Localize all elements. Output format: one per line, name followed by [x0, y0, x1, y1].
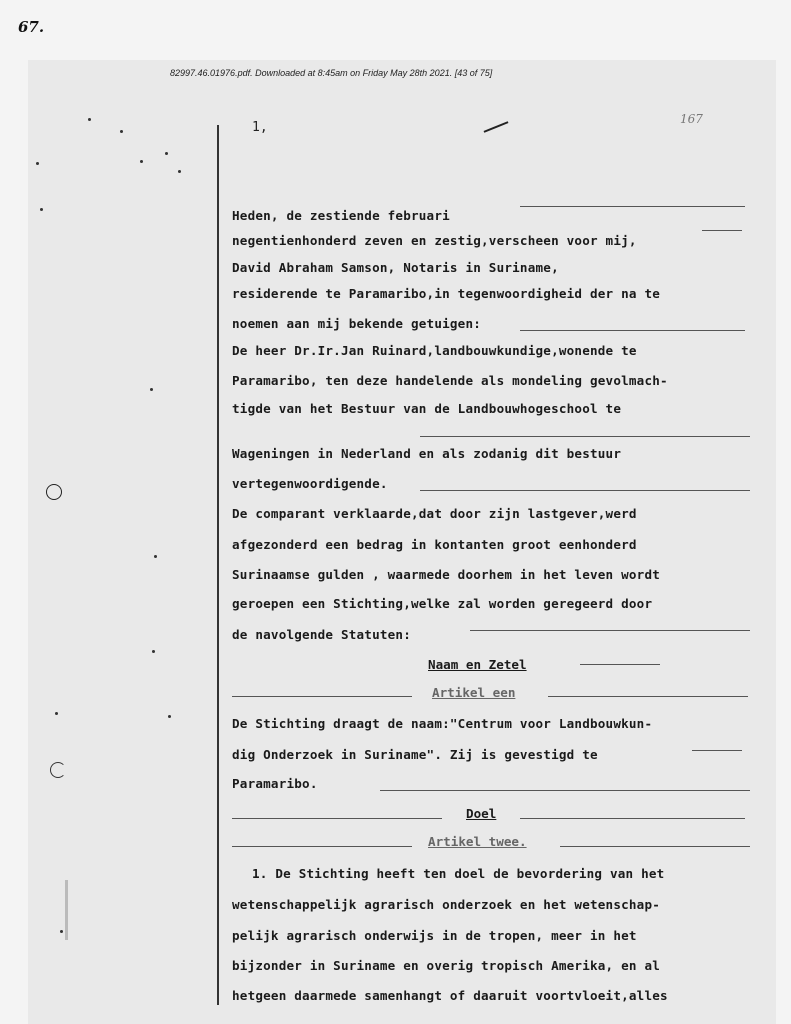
document-line: geroepen een Stichting,welke zal worden geregeerd door [232, 596, 653, 611]
heading-article-two: Artikel twee. [428, 834, 527, 849]
corner-tick: 1, [252, 120, 268, 135]
download-header: 82997.46.01976.pdf. Downloaded at 8:45am on Friday May 28th 2021. [43 of 75] [170, 68, 493, 78]
scan-speck [165, 152, 168, 155]
document-line: 1. De Stichting heeft ten doel de bevordering van het [252, 866, 665, 881]
fill-line [692, 750, 742, 751]
document-line: pelijk agrarisch onderwijs in de tropen, meer in het [232, 928, 637, 943]
document-line: David Abraham Samson, Notaris in Suriname, [232, 260, 559, 275]
fill-line [420, 436, 750, 437]
scan-speck [140, 160, 143, 163]
corner-mark: 67. [18, 18, 45, 36]
document-line: dig Onderzoek in Suriname". Zij is gevestigd te [232, 747, 598, 762]
document-line: tigde van het Bestuur van de Landbouwhogeschool te [232, 401, 622, 416]
scan-speck [178, 170, 181, 173]
fill-line [580, 664, 660, 665]
scan-speck [55, 712, 58, 715]
scan-speck [36, 162, 39, 165]
fill-line [232, 818, 442, 819]
scan-speck [60, 930, 63, 933]
document-line: Wageningen in Nederland en als zodanig dit bestuur [232, 446, 622, 461]
scan-speck [120, 130, 123, 133]
document-line: afgezonderd een bedrag in kontanten groot eenhonderd [232, 537, 637, 552]
document-line: Paramaribo. [232, 776, 318, 791]
scan-speck [168, 715, 171, 718]
scan-speck [150, 388, 153, 391]
heading-name-and-seat: Naam en Zetel [428, 657, 527, 672]
fill-line [560, 846, 750, 847]
margin-rule [217, 125, 219, 1005]
scan-speck [152, 650, 155, 653]
page-number: 167 [680, 112, 703, 126]
scan-edge-mark [65, 880, 68, 940]
fill-line [470, 630, 750, 631]
heading-purpose: Doel [466, 806, 497, 821]
heading-article-one: Artikel een [432, 685, 516, 700]
document-line: residerende te Paramaribo,in tegenwoordigheid der na te [232, 286, 661, 301]
scan-speck [154, 555, 157, 558]
punch-hole [46, 484, 62, 500]
fill-line [702, 230, 742, 231]
document-line: De heer Dr.Ir.Jan Ruinard,landbouwkundige,wonende te [232, 343, 637, 358]
document-line: Heden, de zestiende februari [232, 208, 450, 223]
punch-hole [50, 762, 66, 778]
fill-line [520, 818, 745, 819]
document-line: De Stichting draagt de naam:"Centrum voor Landbouwkun- [232, 716, 653, 731]
fill-line [520, 330, 745, 331]
document-line: negentienhonderd zeven en zestig,verscheen voor mij, [232, 233, 637, 248]
document-line: hetgeen daarmede samenhangt of daaruit voortvloeit,alles [232, 988, 668, 1003]
scan-speck [88, 118, 91, 121]
document-line: de navolgende Statuten: [232, 627, 411, 642]
document-line: Paramaribo, ten deze handelende als mondeling gevolmach- [232, 373, 668, 388]
fill-line [232, 846, 412, 847]
fill-line [232, 696, 412, 697]
fill-line [520, 206, 745, 207]
fill-line [548, 696, 748, 697]
fill-line [420, 490, 750, 491]
scan-speck [40, 208, 43, 211]
fill-line [380, 790, 750, 791]
document-line: De comparant verklaarde,dat door zijn lastgever,werd [232, 506, 637, 521]
document-line: noemen aan mij bekende getuigen: [232, 316, 482, 331]
document-line: bijzonder in Suriname en overig tropisch Amerika, en al [232, 958, 661, 973]
document-line: Surinaamse gulden , waarmede doorhem in het leven wordt [232, 567, 661, 582]
document-line: vertegenwoordigende. [232, 476, 388, 491]
document-line: wetenschappelijk agrarisch onderzoek en het wetenschap- [232, 897, 661, 912]
